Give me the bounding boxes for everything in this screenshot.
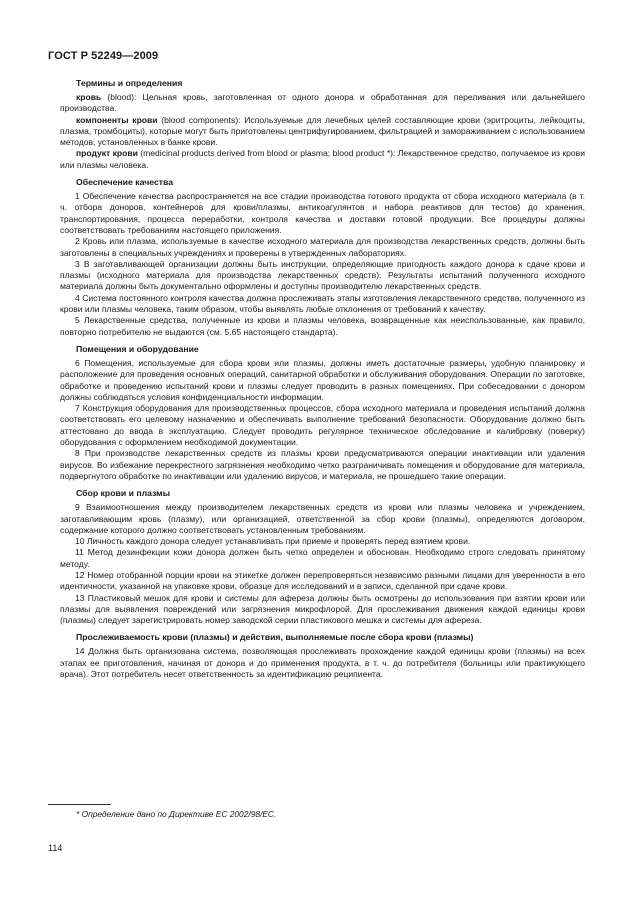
paragraph: 3 В заготавливающей организации должны быть инструкции, определяющие пригодность каждого донора к сдаче крови и плазмы (исходного материала для производства лекарственных средств). Результаты испытаний полученного исходного материала должны быть документально оформлены и доступны производителю лекарственных средств. — [60, 258, 585, 292]
paragraph: 5 Лекарственные средства, полученные из крови и плазмы человека, возвращенные как неиспользованные, как правило, повторно потребителю не выдаются (см. 5.65 настоящего стандарта). — [60, 315, 585, 337]
paragraph: 6 Помещения, используемые для сбора крови или плазмы, должны иметь достаточные размеры, удобную планировку и расположение для проведения основных операций, санитарной обработки и обслуживания оборудования. Операции по заготовке, обработке и проведению испытаний крови и плазмы следует проводить в разных помещениях. При собеседовании с донором должны соблюдаться условия конфиденциальности информации. — [60, 357, 585, 402]
footnote-divider — [48, 804, 111, 805]
paragraph: 11 Метод дезинфекции кожи донора должен быть четко определен и обоснован. Необходимо строго следовать принятому методу. — [60, 547, 585, 569]
section-heading-traceability: Прослеживаемость крови (плазмы) и действия, выполняемые после сбора крови (плазмы) — [76, 632, 474, 643]
section-heading-terms: Термины и определения — [76, 78, 183, 88]
page-number: 114 — [48, 843, 63, 853]
footnote: * Определение дано по Директиве ЕС 2002/98/ЕС. — [76, 809, 277, 819]
paragraph: 14 Должна быть организована система, позволяющая прослеживать прохождение каждой единицы крови (плазмы) на всех этапах ее приготовления, начиная от донора и до применения продукта, в т. ч. до потребителя (больницы или практикующего врача). Этот потребитель несет ответственность за идентификацию реципиента. — [60, 646, 585, 680]
term-text: (blood components): Используемые для лечебных целей составляющие крови (эритроциты, лейкоциты, плазма, тромбоциты), которые могут быть приготовлены центрифугированием, фильтрацией и замораживанием с использованием методов, установленных в банке крови. — [60, 114, 585, 148]
term-definition — [60, 148, 585, 171]
paragraph: 13 Пластиковый мешок для крови и системы для афереза должны быть осмотрены до использования при взятии крови или плазмы для выявления повреждений или загрязнения микрофлорой. Для прослеживания движения каждой единицы крови (плазмы) следует зарегистрировать номер заводской серии пластикового мешка и системы для афереза. — [60, 592, 585, 626]
paragraph: 9 Взаимоотношения между производителем лекарственных средств из крови или плазмы человека и учреждением, заготавливающим кровь (плазму), или организацией, ответственной за сбор крови (плазмы), определяются договором, содержание которого должно соответствовать установленным требованиям. — [60, 502, 585, 535]
document-body — [60, 78, 585, 680]
term-name: кровь — [76, 92, 102, 102]
paragraph: 8 При производстве лекарственных средств из плазмы крови предусматриваются операции инактивации или удаления вирусов. Во избежание перекрестного загрязнения необходимо четко разграничивать помещения и оборудование для материала, подвергнутого обработке по инактивации или удалению вирусов, и материала, не прошедшего такие операции. — [60, 448, 585, 481]
paragraph: 12 Номер отобранной порции крови на этикетке должен перепроверяться независимо разными лицами для уверенности в его идентичности, указанной на упаковке крови, образце для исследований и в записи, сделанной при сдаче крови. — [60, 569, 585, 592]
document-header: ГОСТ Р 52249—2009 — [48, 50, 159, 62]
term-name: компоненты крови — [76, 114, 158, 125]
term-name: продукт крови — [76, 148, 138, 159]
section-heading-quality: Обеспечение качества — [76, 177, 174, 188]
paragraph: 4 Система постоянного контроля качества должна прослеживать этапы изготовления лекарственного средства, полученного из крови или плазмы человека, таким образом, чтобы выявлять любые отклонения от требований к качеству. — [60, 292, 585, 315]
term-text: (blood): Цельная кровь, заготовленная от одного донора и обработанная для переливания или дальнейшего производства. — [60, 92, 585, 114]
paragraph: 1 Обеспечение качества распространяется на все стадии производства готового продукта от сбора исходного материала (в т. ч. отбора доноров, контейнеров для крови/плазмы, антикоагулянтов и набора реактивов для тестов) до хранения, транспортирования, процесса переработки, контроля качества и доставки готовой продукции. Все процедуры должны соответствовать требованиям настоящего приложения. — [60, 191, 585, 235]
paragraph: 10 Личность каждого донора следует устанавливать при приеме и проверять перед взятием крови. — [75, 536, 471, 547]
paragraph: 2 Кровь или плазма, используемые в качестве исходного материала для производства лекарственных средств, должны быть заготовлены в специальных учреждениях и проверены в утвержденных лабораториях. — [60, 236, 585, 258]
term-text: (medicinal products derived from blood or plasma; blood product *): Лекарственное средство, получаемое из крови или плазмы человека. — [60, 148, 585, 170]
section-heading-collection: Сбор крови и плазмы — [76, 488, 171, 499]
section-heading-premises: Помещения и оборудование — [76, 343, 199, 354]
term-definition — [60, 92, 585, 115]
term-definition — [60, 115, 585, 149]
paragraph: 7 Конструкция оборудования для производственных процессов, сбора исходного материала и проведения испытаний должна соответствовать его целевому назначению и обеспечивать выполнение требований безопасности. Оборудование должно быть аттестовано до ввода в эксплуатацию. Следует проводить регулярное техническое обследование и калибровку (поверку) оборудования с оформлением необходимой документации. — [60, 403, 585, 448]
